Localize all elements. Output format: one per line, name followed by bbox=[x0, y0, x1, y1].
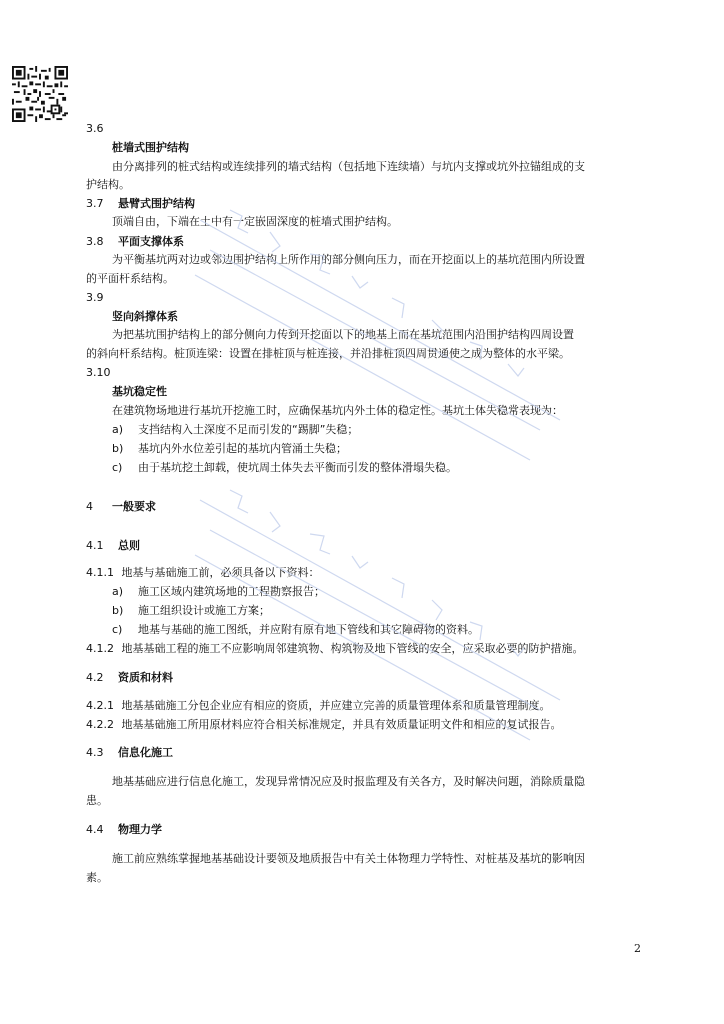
def-title: 平面支撑体系 bbox=[118, 235, 184, 248]
def-body-line: 由分离排列的桩式结构或连续排列的墙式结构（包括地下连续墙）与坑内支撑或坑外拉锚组成的支 bbox=[112, 160, 585, 173]
def-number: 3.8 bbox=[86, 235, 104, 248]
paragraph-line: 患。 bbox=[86, 794, 108, 807]
def-title: 悬臂式围护结构 bbox=[118, 197, 195, 210]
list-item-mark: b) bbox=[112, 604, 124, 617]
qr-code-icon bbox=[12, 66, 68, 122]
list-item-mark: c) bbox=[112, 623, 123, 636]
def-body-line: 顶端自由，下端在土中有一定嵌固深度的桩墙式围护结构。 bbox=[112, 215, 398, 228]
def-number: 3.9 bbox=[86, 291, 104, 304]
list-item-mark: a) bbox=[112, 585, 124, 598]
list-item: 施工组织设计或施工方案； bbox=[138, 604, 270, 617]
chapter-title: 一般要求 bbox=[112, 500, 156, 513]
def-body-line: 在建筑物场地进行基坑开挖施工时，应确保基坑内外土体的稳定性。基坑土体失稳常表现为： bbox=[112, 404, 563, 417]
def-body-line: 护结构。 bbox=[86, 178, 130, 191]
def-title: 竖向斜撑体系 bbox=[112, 310, 178, 323]
section-heading bbox=[86, 538, 140, 553]
def-body-line: 的平面杆系结构。 bbox=[86, 272, 174, 285]
list-item: 施工区域内建筑场地的工程勘察报告； bbox=[138, 585, 325, 598]
def-number: 3.7 bbox=[86, 197, 104, 210]
list-item: 基坑内外水位差引起的基坑内管涌土失稳； bbox=[138, 442, 347, 455]
section-title: 资质和材料 bbox=[118, 671, 173, 684]
chapter-heading bbox=[86, 499, 156, 514]
paragraph-line: 素。 bbox=[86, 871, 108, 884]
list-item-mark: a) bbox=[112, 423, 124, 436]
def-body-line: 为平衡基坑两对边或邻边围护结构上所作用的部分侧向压力，而在开挖面以上的基坑范围内所设置 bbox=[112, 253, 585, 266]
clause bbox=[86, 641, 584, 656]
section-heading bbox=[86, 745, 173, 760]
section-number: 4.1 bbox=[86, 539, 104, 552]
section-number: 4.4 bbox=[86, 823, 104, 836]
list-item: 由于基坑挖土卸载，使坑周土体失去平衡而引发的整体滑塌失稳。 bbox=[138, 461, 457, 474]
section-title: 信息化施工 bbox=[118, 746, 173, 759]
def-body-line: 的斜向杆系结构。桩顶连梁：设置在排桩顶与桩连接，并沿排桩顶四周贯通使之成为整体的水平梁。 bbox=[86, 347, 570, 360]
def-title: 桩墙式围护结构 bbox=[112, 141, 189, 154]
def-title: 基坑稳定性 bbox=[112, 385, 167, 398]
clause bbox=[86, 565, 320, 580]
def-number: 3.10 bbox=[86, 366, 111, 379]
clause bbox=[86, 717, 562, 732]
clause-text: 地基基础施工所用原材料应符合相关标准规定，并具有效质量证明文件和相应的复试报告。 bbox=[121, 718, 562, 731]
paragraph-line: 施工前应熟练掌握地基基础设计要领及地质报告中有关土体物理力学特性、对桩基及基坑的影响因 bbox=[112, 852, 585, 865]
clause bbox=[86, 698, 551, 713]
def-body-line: 为把基坑围护结构上的部分侧向力传到开挖面以下的地基上而在基坑范围内沿围护结构四周设置 bbox=[112, 328, 574, 341]
section-number: 4.3 bbox=[86, 746, 104, 759]
clause-text: 地基与基础施工前，必须具备以下资料： bbox=[121, 566, 320, 579]
clause-number: 4.1.2 bbox=[86, 642, 114, 655]
section-title: 物理力学 bbox=[118, 823, 162, 836]
list-item-mark: b) bbox=[112, 442, 124, 455]
chapter-number: 4 bbox=[86, 500, 93, 513]
section-title: 总则 bbox=[118, 539, 140, 552]
list-item-mark: c) bbox=[112, 461, 123, 474]
paragraph-line: 地基基础应进行信息化施工，发现异常情况应及时报监理及有关各方，及时解决问题，消除质量隐 bbox=[112, 775, 585, 788]
clause-text: 地基基础工程的施工不应影响周邻建筑物、构筑物及地下管线的安全，应采取必要的防护措施。 bbox=[121, 642, 584, 655]
list-item: 地基与基础的施工图纸，并应附有原有地下管线和其它障碍物的资料。 bbox=[138, 623, 479, 636]
section-heading bbox=[86, 670, 173, 685]
clause-number: 4.1.1 bbox=[86, 566, 114, 579]
section-number: 4.2 bbox=[86, 671, 104, 684]
list-item: 支挡结构入土深度不足而引发的“踢脚”失稳； bbox=[138, 423, 359, 436]
clause-text: 地基基础施工分包企业应有相应的资质，并应建立完善的质量管理体系和质量管理制度。 bbox=[121, 699, 551, 712]
clause-number: 4.2.2 bbox=[86, 718, 114, 731]
def-number: 3.6 bbox=[86, 122, 104, 135]
page-number: 2 bbox=[634, 942, 641, 955]
section-heading bbox=[86, 822, 162, 837]
clause-number: 4.2.1 bbox=[86, 699, 114, 712]
